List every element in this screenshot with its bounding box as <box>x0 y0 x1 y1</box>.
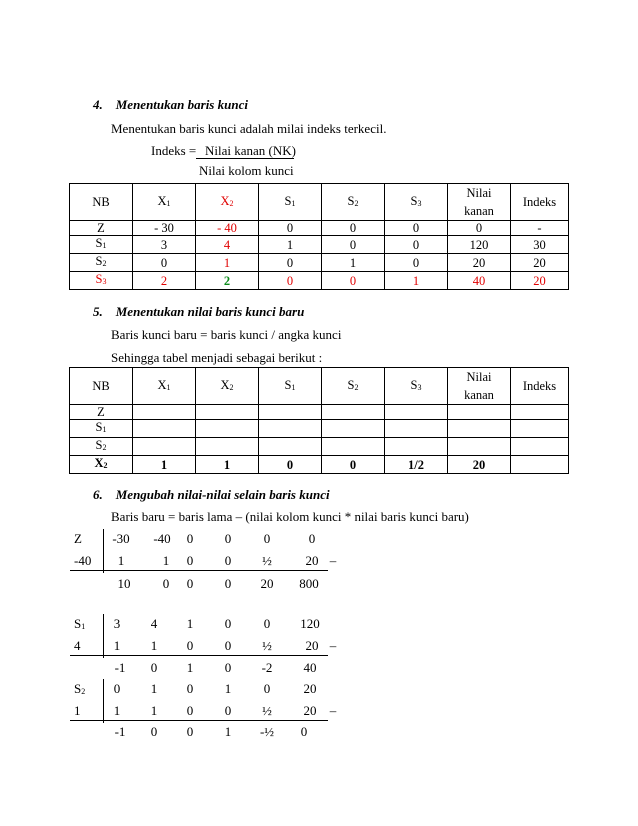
calc-value: 1 <box>150 681 158 696</box>
calc-value: 1 <box>162 553 170 568</box>
calc-value: 1 <box>186 660 194 675</box>
calc-value: 0 <box>186 681 194 696</box>
cell: 2 <box>133 272 196 290</box>
calc-row-label: Z <box>74 531 82 546</box>
cell: 1 <box>322 254 385 272</box>
calc-value: 0 <box>150 660 158 675</box>
cell <box>196 420 259 438</box>
calc-value: -1 <box>114 660 126 675</box>
cell: - 40 <box>196 221 259 236</box>
cell <box>322 438 385 456</box>
cell <box>385 438 448 456</box>
simplex-table-1 <box>69 183 569 290</box>
cell: Z <box>70 221 133 236</box>
cell: $S_3$ <box>70 272 133 290</box>
calc-value: 0 <box>186 638 194 653</box>
calc-value: 1 <box>113 703 121 718</box>
header-indeks: Indeks <box>511 184 569 221</box>
calc-value: 0 <box>186 531 194 546</box>
calc-value: 0 <box>186 724 194 739</box>
cell: Z <box>70 405 133 420</box>
simplex-table-2 <box>69 367 569 474</box>
calc-value: 20 <box>303 681 317 696</box>
calc-value: 10 <box>117 576 131 591</box>
pivot-cell: 2 <box>196 272 259 290</box>
cell <box>259 420 322 438</box>
calc-value: 1 <box>150 638 158 653</box>
cell: 1 <box>133 456 196 474</box>
minus-sign: – <box>329 553 337 568</box>
cell: 0 <box>259 221 322 236</box>
header-nilai-kanan: Nilai kanan <box>448 368 511 405</box>
cell: 0 <box>322 272 385 290</box>
cell <box>133 438 196 456</box>
calc-value: 20 <box>305 553 319 568</box>
table-row-s3-key-row <box>70 272 569 290</box>
cell <box>385 405 448 420</box>
cell <box>259 405 322 420</box>
cell: 1/2 <box>385 456 448 474</box>
cell: 0 <box>259 272 322 290</box>
cell: 30 <box>511 236 569 254</box>
cell: 0 <box>322 236 385 254</box>
cell: $S_1$ <box>70 420 133 438</box>
cell: 4 <box>196 236 259 254</box>
calc-value: 0 <box>150 724 158 739</box>
calc-value: 1 <box>117 553 125 568</box>
table-row-x2-new-key-row <box>70 456 569 474</box>
calc-value: 0 <box>263 616 271 631</box>
calc-value: -½ <box>259 724 275 739</box>
calc-value: 1 <box>113 638 121 653</box>
calc-value: 0 <box>224 576 232 591</box>
calc-value: 0 <box>113 681 121 696</box>
table-row-s1 <box>70 420 569 438</box>
calc-underline <box>70 655 328 656</box>
cell: 20 <box>511 254 569 272</box>
calc-value: 1 <box>186 616 194 631</box>
cell <box>133 420 196 438</box>
calc-value: 0 <box>162 576 170 591</box>
cell: 0 <box>385 221 448 236</box>
header-s3: $S_3$ <box>385 368 448 405</box>
minus-sign: – <box>329 638 337 653</box>
cell: 1 <box>196 456 259 474</box>
cell <box>259 438 322 456</box>
cell: 0 <box>259 456 322 474</box>
calc-value: 0 <box>263 531 271 546</box>
calc-value: 20 <box>260 576 274 591</box>
cell: $S_1$ <box>70 236 133 254</box>
section-4-text: Menentukan baris kunci adalah milai indeks terkecil. <box>111 121 387 136</box>
cell: 20 <box>511 272 569 290</box>
calc-row-label: -40 <box>74 553 92 568</box>
cell: 0 <box>133 254 196 272</box>
cell <box>133 405 196 420</box>
cell: $X_2$ <box>70 456 133 474</box>
calc-value: -30 <box>112 531 130 546</box>
formula-label: Indeks = <box>151 143 197 158</box>
calc-row-label: 1 <box>74 703 81 718</box>
calc-value: 0 <box>186 576 194 591</box>
cell <box>196 405 259 420</box>
calc-value: 4 <box>150 616 158 631</box>
cell <box>448 405 511 420</box>
header-s1: $S_1$ <box>259 368 322 405</box>
section-4-heading: 4. Menentukan baris kunci <box>93 97 248 112</box>
formula-numerator: Nilai kanan (NK) <box>205 143 296 158</box>
table-row-s2 <box>70 254 569 272</box>
section-6-heading: 6. Mengubah nilai-nilai selain baris kunci <box>93 487 330 502</box>
header-x1: $X_1$ <box>133 368 196 405</box>
cell <box>448 438 511 456</box>
calc-value: 120 <box>300 616 320 631</box>
calc-value: 0 <box>224 616 232 631</box>
calc-value: 1 <box>224 681 232 696</box>
calc-value: 0 <box>224 638 232 653</box>
calc-value: -2 <box>261 660 273 675</box>
cell <box>448 420 511 438</box>
table-row-z <box>70 405 569 420</box>
calc-value: 0 <box>224 553 232 568</box>
header-s3: $S_3$ <box>385 184 448 221</box>
calc-row-label: 4 <box>74 638 81 653</box>
calc-value: 0 <box>263 681 271 696</box>
cell <box>196 438 259 456</box>
calc-value: -1 <box>114 724 126 739</box>
cell <box>322 405 385 420</box>
cell <box>511 420 569 438</box>
cell <box>511 456 569 474</box>
calc-value: 0 <box>224 660 232 675</box>
calc-value: 20 <box>305 638 319 653</box>
cell: 0 <box>448 221 511 236</box>
cell: $S_2$ <box>70 438 133 456</box>
header-x2: $X_2$ <box>196 184 259 221</box>
cell <box>511 438 569 456</box>
cell: 0 <box>385 254 448 272</box>
cell: 40 <box>448 272 511 290</box>
calc-value: -40 <box>153 531 171 546</box>
calc-value: 3 <box>113 616 121 631</box>
header-s2: $S_2$ <box>322 184 385 221</box>
calc-row-label: $S_2$ <box>74 681 86 696</box>
section-5-line-2: Sehingga tabel menjadi sebagai berikut : <box>111 350 323 365</box>
cell: 0 <box>322 456 385 474</box>
formula-denominator: Nilai kolom kunci <box>199 163 294 178</box>
calc-value: 0 <box>224 703 232 718</box>
header-s2: $S_2$ <box>322 368 385 405</box>
calc-value: 1 <box>224 724 232 739</box>
cell <box>511 405 569 420</box>
cell: $S_2$ <box>70 254 133 272</box>
table-row-s2 <box>70 438 569 456</box>
cell: 1 <box>259 236 322 254</box>
cell: 0 <box>385 236 448 254</box>
calc-value: 40 <box>303 660 317 675</box>
cell: - 30 <box>133 221 196 236</box>
calc-row-label: $S_1$ <box>74 616 86 631</box>
cell: 20 <box>448 456 511 474</box>
header-s1: $S_1$ <box>259 184 322 221</box>
cell: 1 <box>196 254 259 272</box>
calc-value: 800 <box>299 576 319 591</box>
minus-sign: – <box>329 703 337 718</box>
calc-value: ½ <box>262 638 272 653</box>
section-5-line-1: Baris kunci baru = baris kunci / angka kunci <box>111 327 342 342</box>
calc-value: 20 <box>303 703 317 718</box>
calc-underline <box>70 720 328 721</box>
table-row-z <box>70 221 569 236</box>
header-nilai-kanan: Nilai kanan <box>448 184 511 221</box>
calc-value: 0 <box>300 724 308 739</box>
calc-value: 0 <box>224 531 232 546</box>
header-x1: $X_1$ <box>133 184 196 221</box>
calc-value: ½ <box>262 703 272 718</box>
cell: 20 <box>448 254 511 272</box>
header-nb: NB <box>70 368 133 405</box>
header-x2: $X_2$ <box>196 368 259 405</box>
cell: 3 <box>133 236 196 254</box>
calc-value: ½ <box>262 553 272 568</box>
cell: 1 <box>385 272 448 290</box>
calc-value: 0 <box>308 531 316 546</box>
cell: - <box>511 221 569 236</box>
header-indeks: Indeks <box>511 368 569 405</box>
calc-value: 0 <box>186 703 194 718</box>
header-nb: NB <box>70 184 133 221</box>
cell <box>322 420 385 438</box>
cell: 0 <box>322 221 385 236</box>
cell: 0 <box>259 254 322 272</box>
calc-value: 1 <box>150 703 158 718</box>
section-5-heading: 5. Menentukan nilai baris kunci baru <box>93 304 305 319</box>
section-6-formula: Baris baru = baris lama – (nilai kolom kunci * nilai baris kunci baru) <box>111 509 469 524</box>
table-row-s1 <box>70 236 569 254</box>
cell <box>385 420 448 438</box>
cell: 120 <box>448 236 511 254</box>
calc-underline <box>70 570 328 571</box>
fraction-line <box>196 158 294 159</box>
calc-value: 0 <box>186 553 194 568</box>
